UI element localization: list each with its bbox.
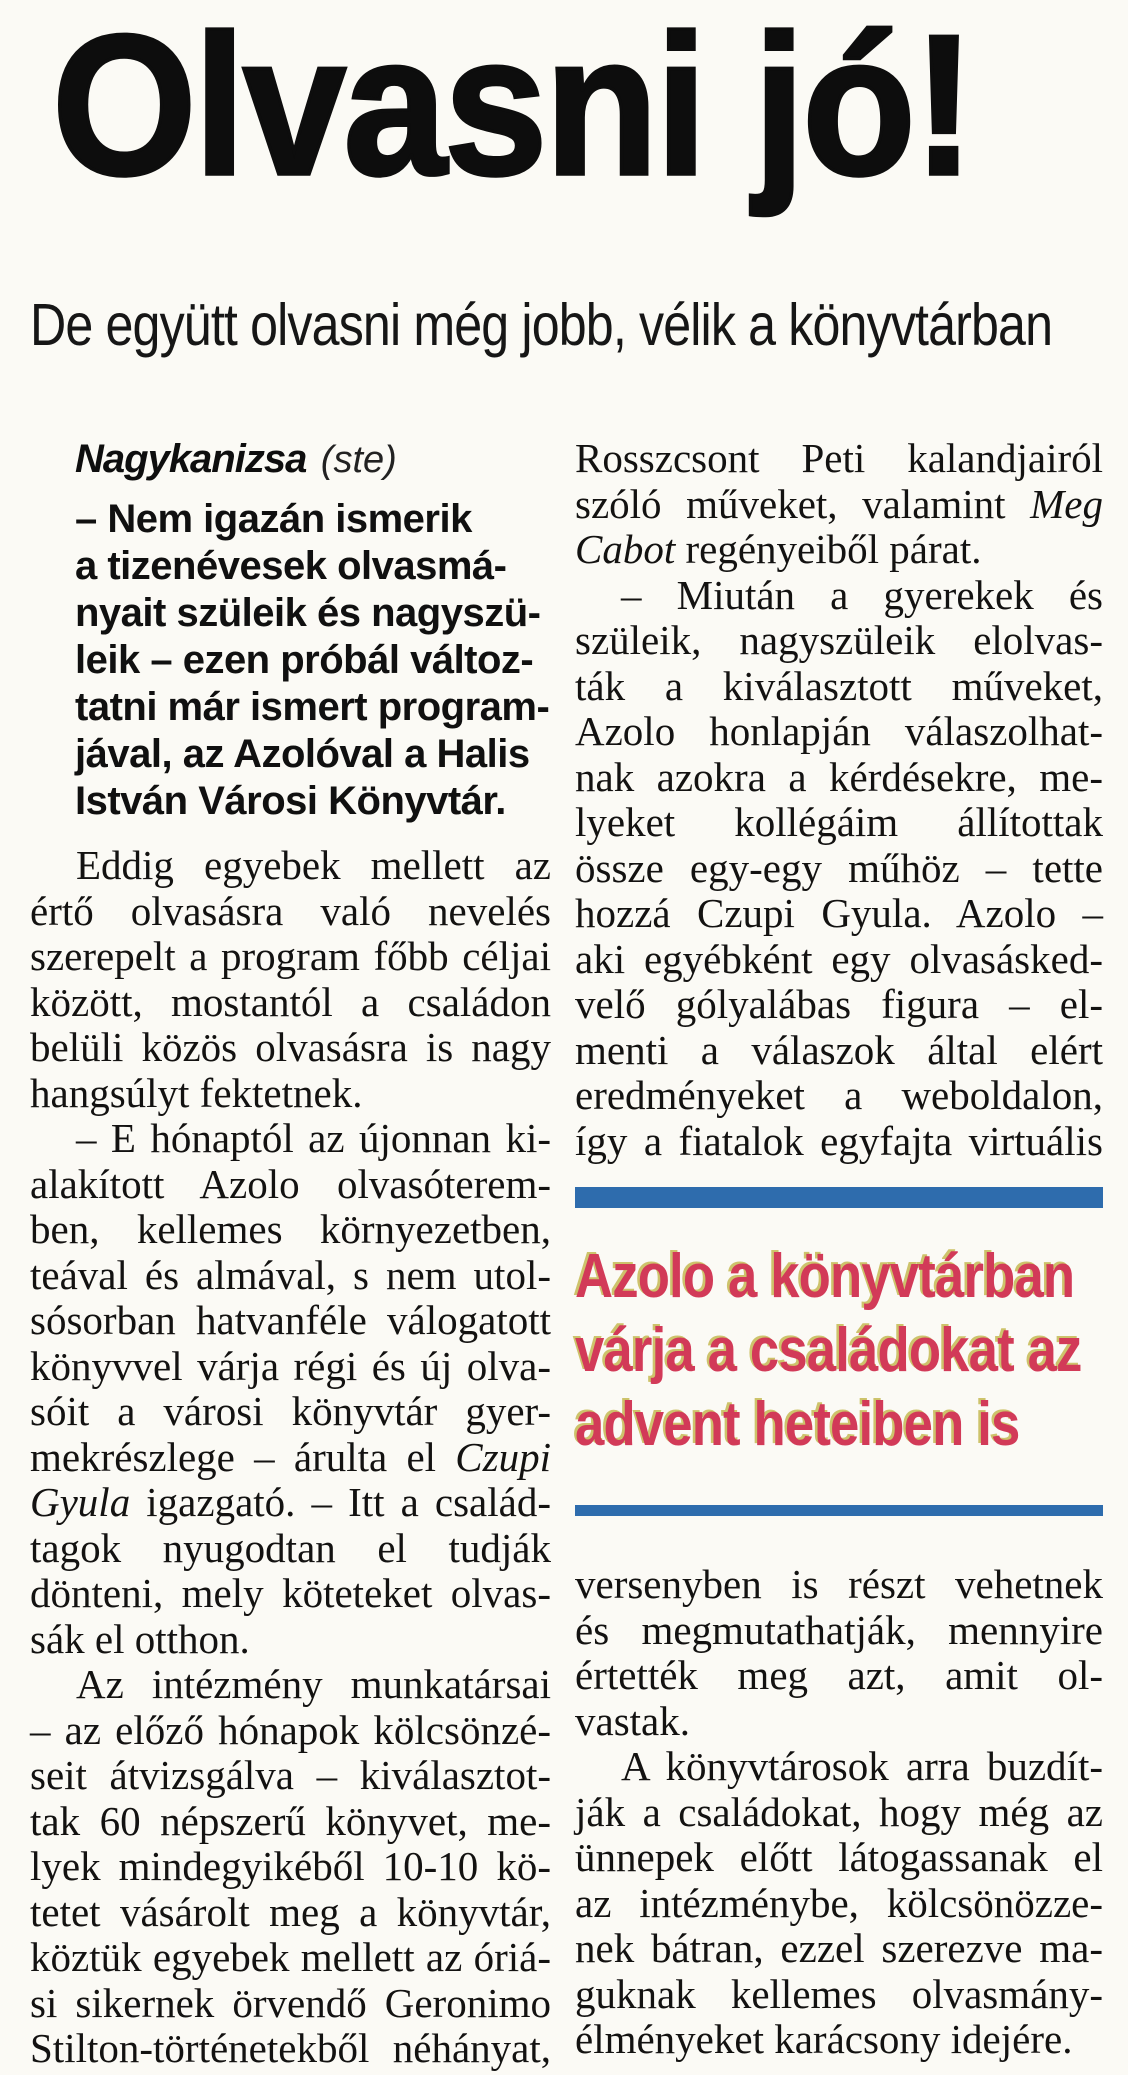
text-line: nyait szüleik és nagyszü- — [75, 591, 541, 635]
text-line — [575, 482, 1103, 528]
italic-text-segment: Czupi — [455, 1433, 551, 1480]
text-line: lyek mindegyikéből 10-10 kö- — [30, 1843, 551, 1889]
body-paragraph — [575, 573, 1103, 1165]
text-line: Azolo honlapján válaszolhat- — [575, 708, 1103, 754]
text-line: – Miután a gyerekek és — [621, 571, 1103, 618]
text-line — [30, 1480, 551, 1526]
text-line: tatni már ismert program- — [75, 685, 550, 729]
text-line: teával és almával, s nem utol- — [30, 1251, 551, 1298]
text-segment: mekrészlege – árulta el — [30, 1433, 456, 1480]
text-line: vastak. — [575, 1697, 690, 1744]
body-paragraph — [575, 1744, 1103, 2063]
text-line: sósorban hatvanféle válogatott — [30, 1297, 551, 1343]
text-line: guknak kellemes olvasmány- — [575, 1970, 1103, 2017]
text-line: az intézménybe, kölcsönözze- — [575, 1879, 1103, 1926]
text-line: versenyben is részt vehetnek — [575, 1561, 1103, 1607]
divider-rule-top — [575, 1187, 1103, 1208]
text-line: ják a családokat, hogy még az — [575, 1788, 1103, 1835]
text-line: ünnepek előtt látogassanak el — [575, 1834, 1103, 1880]
text-line: menti a válaszok által elért — [575, 1026, 1103, 1073]
text-line: seit átvizsgálva – kiválasztot- — [30, 1752, 551, 1798]
lead-paragraph — [75, 496, 551, 825]
text-line: tak 60 népszerű könyvet, me- — [30, 1797, 551, 1844]
text-line: között, mostantól a családon — [30, 978, 551, 1025]
text-line: szüleik, nagyszüleik elolvas- — [575, 617, 1103, 663]
text-line: szerepelt a program főbb céljai — [30, 933, 551, 979]
text-segment: szóló műveket, valamint — [575, 480, 1031, 527]
divider-rule-bottom — [575, 1505, 1103, 1516]
text-line: Rosszcsont Peti kalandjairól — [575, 435, 1103, 481]
text-line: leik – ezen próbál változ- — [75, 638, 534, 682]
text-segment: regényeiből párat. — [675, 526, 982, 572]
text-line — [30, 1435, 551, 1481]
text-line: – az előző hónapok kölcsönzé- — [30, 1706, 551, 1753]
dateline-location: Nagykanizsa — [75, 437, 307, 481]
text-line: értő olvasásra való nevelés — [30, 887, 551, 934]
text-line: si sikernek örvendő Geronimo — [30, 1979, 551, 2026]
body-paragraph — [30, 1116, 551, 1662]
text-line: alakított Azolo olvasóterem- — [30, 1160, 551, 1207]
italic-text-segment: Cabot — [575, 526, 676, 572]
text-line: István Városi Könyvtár. — [75, 779, 506, 823]
text-line: jával, az Azolóval a Halis — [75, 732, 530, 776]
text-line: tagok nyugodtan el tudják — [30, 1524, 551, 1571]
text-line: Stilton-történetekből néhányat, — [30, 2025, 551, 2071]
text-line: eredményeket a weboldalon, — [575, 1072, 1103, 1118]
text-line: belüli közös olvasásra is nagy — [30, 1024, 551, 1070]
italic-text-segment: Meg — [1030, 480, 1103, 527]
text-line: nak azokra a kérdésekre, me- — [575, 753, 1103, 800]
body-paragraph — [30, 1662, 551, 2072]
text-line — [575, 527, 1103, 573]
dateline — [75, 437, 551, 490]
text-line: sóit a városi könyvtár gyer- — [30, 1388, 551, 1434]
body-paragraph — [30, 843, 551, 1116]
text-line: nek bátran, ezzel szerezve ma- — [575, 1925, 1103, 1971]
text-line: és megmutathatják, mennyire — [575, 1606, 1103, 1653]
text-line: értették meg azt, amit ol- — [575, 1652, 1103, 1698]
text-line: tetet vásárolt meg a könyvtár, — [30, 1888, 551, 1935]
text-line: advent heteiben is — [575, 1390, 1020, 1459]
text-line: így a fiatalok egyfajta virtuális — [575, 1117, 1103, 1164]
text-segment: igazgató. – Itt a család- — [130, 1479, 551, 1525]
text-line: aki egyébként egy olvasásked- — [575, 935, 1103, 982]
text-line: Azolo a könyvtárban — [575, 1242, 1075, 1311]
subheadline: De együtt olvasni még jobb, vélik a könyvtárban — [30, 292, 1053, 358]
article-column-left — [30, 433, 551, 2072]
italic-text-segment: Gyula — [30, 1479, 131, 1525]
text-line: – E hónaptól az újonnan ki- — [76, 1115, 551, 1161]
text-line: köztük egyebek mellett az óriá- — [30, 1934, 551, 1980]
text-line: ben, kellemes környezetben, — [30, 1206, 551, 1252]
text-line: lyeket kollégáim állítottak — [575, 799, 1103, 845]
text-line: sák el otthon. — [30, 1615, 250, 1662]
headline: Olvasni jó! — [52, 0, 973, 217]
callout-box — [575, 1187, 1103, 1516]
text-line: hangsúlyt fektetnek. — [30, 1069, 363, 1116]
article-column-right — [575, 436, 1103, 2063]
text-line: A könyvtárosok arra buzdít- — [621, 1743, 1103, 1789]
body-paragraph — [575, 436, 1103, 573]
body-paragraph — [575, 1562, 1103, 1744]
text-line: Az intézmény munkatársai — [76, 1661, 551, 1707]
text-line: ták a kiválasztott műveket, — [575, 662, 1103, 709]
text-line: össze egy-egy műhöz – tette — [575, 844, 1103, 891]
text-line: élményeket karácsony idejére. — [575, 2016, 1073, 2062]
text-line: – Nem igazán ismerik — [75, 497, 472, 541]
text-line: Eddig egyebek mellett az — [76, 842, 551, 888]
text-line: velő gólyalábas figura – el- — [575, 981, 1103, 1027]
text-line: a tizenévesek olvasmá- — [75, 544, 507, 588]
text-line: várja a családokat az — [575, 1316, 1082, 1385]
text-line: dönteni, mely köteteket olvas- — [30, 1570, 551, 1616]
text-line: hozzá Czupi Gyula. Azolo – — [575, 890, 1103, 936]
callout-text — [575, 1240, 1100, 1462]
dateline-byline: (ste) — [320, 439, 397, 481]
text-line: könyvvel várja régi és új olva- — [30, 1342, 551, 1389]
